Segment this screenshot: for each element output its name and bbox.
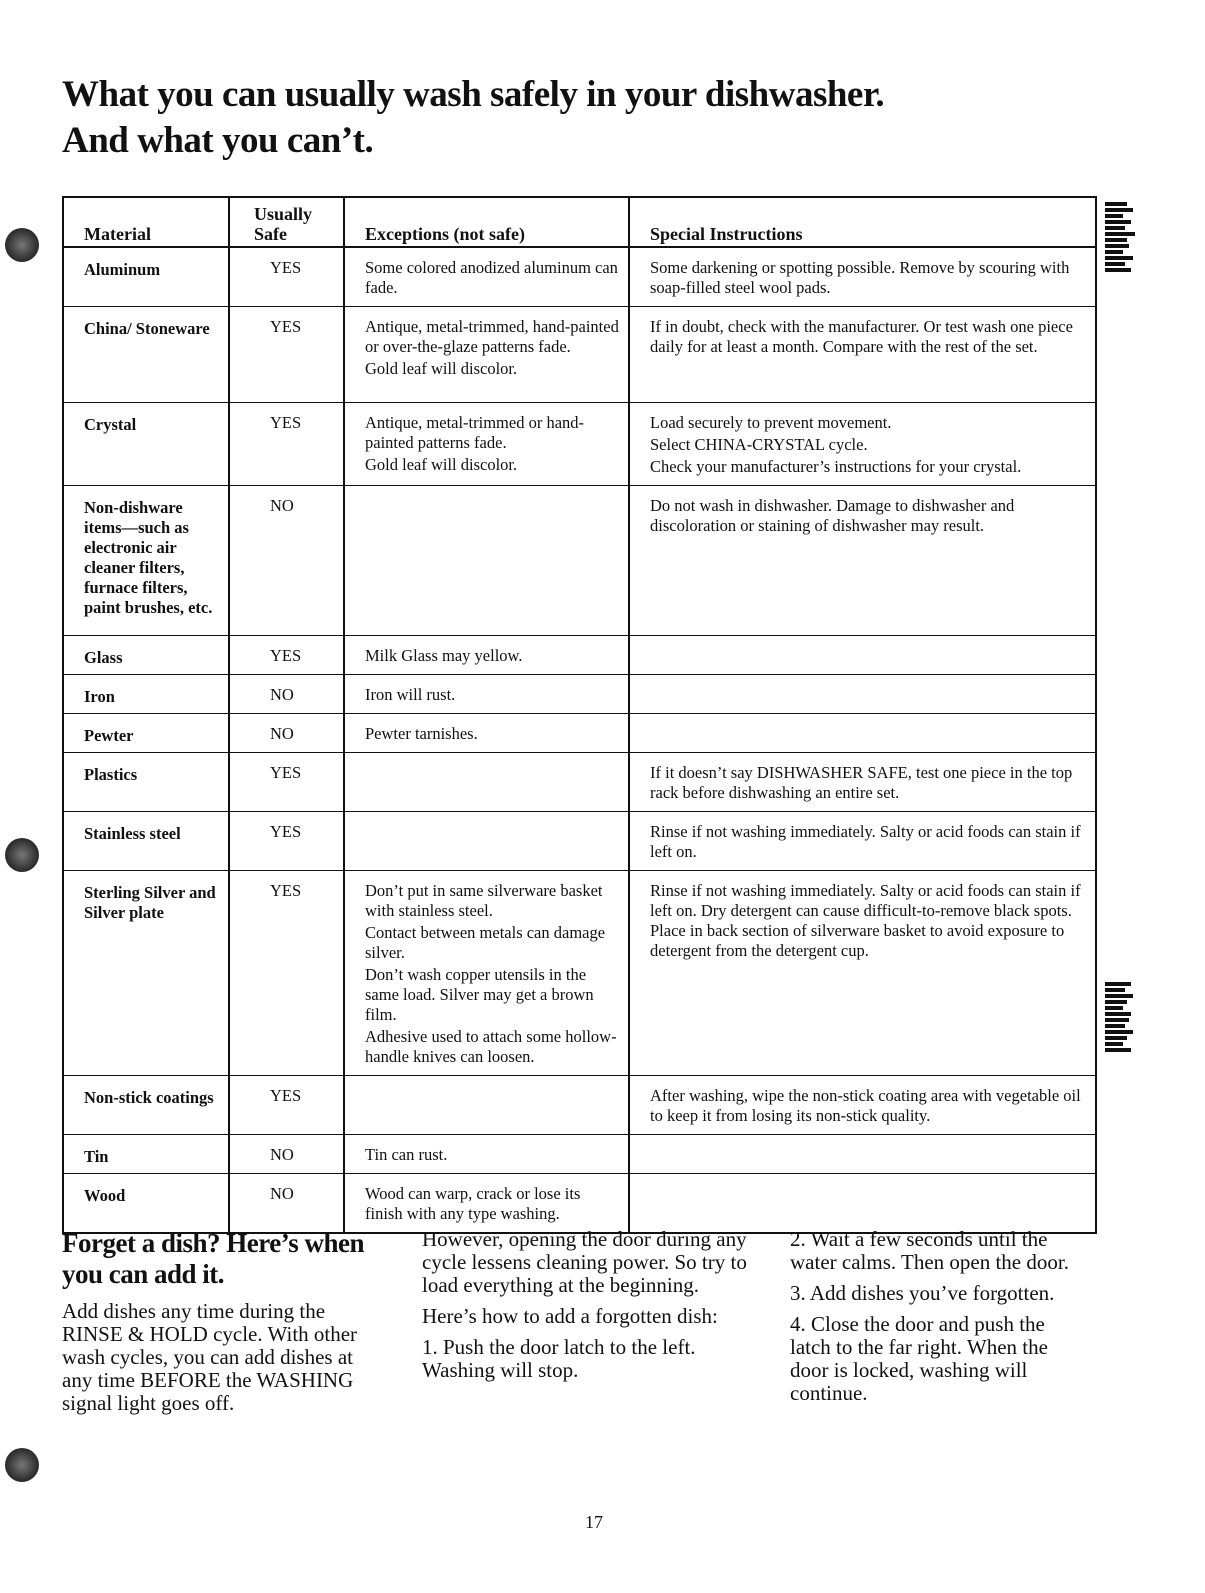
exception-text: Don’t put in same silverware basket with stainless steel. [365, 881, 603, 920]
cell-exceptions [344, 675, 629, 714]
forget-dish-step-2: 2. Wait a few seconds until the water calms. Then open the door. [790, 1227, 1069, 1274]
special-instruction-text: If in doubt, check with the manufacturer. Or test wash one piece daily for at least a month. Compare with the rest of the set. [650, 317, 1073, 356]
cell-usually-safe: YES [229, 1076, 344, 1135]
cell-exceptions [344, 1135, 629, 1174]
header-special-instructions: Special Instructions [629, 198, 1095, 247]
special-instruction-text: If it doesn’t say DISHWASHER SAFE, test one piece in the top rack before dishwashing an entire set. [650, 763, 1073, 802]
special-instruction-text: Do not wash in dishwasher. Damage to dishwasher and discoloration or staining of dishwasher may result. [650, 496, 1015, 535]
table-row [64, 247, 1095, 307]
forget-dish-column-3 [790, 1228, 1090, 1413]
cell-special-instructions [629, 403, 1095, 486]
cell-material: Aluminum [64, 247, 229, 307]
forget-dish-para-1: Add dishes any time during the RINSE & HOLD cycle. With other wash cycles, you can add dishes at any time BEFORE the WASHING signal light goes off. [62, 1299, 358, 1415]
table-row [64, 486, 1095, 636]
page-number: 17 [585, 1512, 603, 1532]
table-body [64, 247, 1095, 1232]
cell-special-instructions [629, 307, 1095, 403]
table-row [64, 812, 1095, 871]
cell-material: Stainless steel [64, 812, 229, 871]
table-row [64, 871, 1095, 1076]
cell-material: Tin [64, 1135, 229, 1174]
cell-special-instructions [629, 714, 1095, 753]
scan-edge-marks-upper [1105, 200, 1145, 274]
wash-safety-table [62, 196, 1097, 1234]
exception-text: Some colored anodized aluminum can fade. [365, 258, 618, 297]
forget-dish-para-2: However, opening the door during any cycle lessens cleaning power. So try to load everything at the beginning. [422, 1227, 747, 1297]
cell-material: Non-dishware items—such as electronic air cleaner filters, furnace filters, paint brushes, etc. [64, 486, 229, 636]
cell-usually-safe: NO [229, 714, 344, 753]
table-row [64, 675, 1095, 714]
cell-material: Glass [64, 636, 229, 675]
cell-special-instructions [629, 675, 1095, 714]
header-material: Material [64, 198, 229, 247]
cell-special-instructions [629, 1135, 1095, 1174]
cell-special-instructions [629, 1174, 1095, 1233]
cell-special-instructions [629, 247, 1095, 307]
cell-material: Plastics [64, 753, 229, 812]
exception-text: Contact between metals can damage silver. [365, 923, 606, 962]
cell-special-instructions [629, 1076, 1095, 1135]
title-line-2: And what you can’t. [62, 120, 374, 161]
exception-text: Milk Glass may yellow. [365, 646, 523, 665]
cell-exceptions [344, 1174, 629, 1233]
cell-usually-safe: YES [229, 753, 344, 812]
table-row [64, 403, 1095, 486]
special-instruction-text: After washing, wipe the non-stick coating area with vegetable oil to keep it from losing its non-stick quality. [650, 1086, 1081, 1125]
exception-text: Wood can warp, crack or lose its finish with any type washing. [365, 1184, 581, 1223]
cell-exceptions [344, 871, 629, 1076]
cell-usually-safe: NO [229, 675, 344, 714]
cell-usually-safe: YES [229, 307, 344, 403]
cell-exceptions [344, 714, 629, 753]
cell-usually-safe: YES [229, 871, 344, 1076]
header-usually-safe: Usually Safe [229, 198, 344, 247]
special-instruction-text: Some darkening or spotting possible. Remove by scouring with soap-filled steel wool pads. [650, 258, 1070, 297]
exception-text: Iron will rust. [365, 685, 456, 704]
cell-exceptions [344, 403, 629, 486]
exception-text: Don’t wash copper utensils in the same load. Silver may get a brown film. [365, 965, 594, 1024]
forget-dish-column-2 [422, 1228, 752, 1390]
special-instruction-text: Check your manufacturer’s instructions for your crystal. [650, 457, 1022, 476]
cell-usually-safe: YES [229, 247, 344, 307]
forget-dish-section [62, 1228, 382, 1423]
cell-material: Iron [64, 675, 229, 714]
cell-special-instructions [629, 812, 1095, 871]
cell-exceptions [344, 486, 629, 636]
cell-special-instructions [629, 871, 1095, 1076]
cell-material: China/ Stoneware [64, 307, 229, 403]
exception-text: Pewter tarnishes. [365, 724, 478, 743]
cell-material: Pewter [64, 714, 229, 753]
cell-exceptions [344, 753, 629, 812]
cell-special-instructions [629, 636, 1095, 675]
title-line-1: What you can usually wash safely in your dishwasher. [62, 74, 885, 115]
binder-hole-bottom [5, 1448, 39, 1482]
cell-exceptions [344, 636, 629, 675]
cell-usually-safe: YES [229, 403, 344, 486]
cell-usually-safe: NO [229, 486, 344, 636]
table-row [64, 714, 1095, 753]
exception-text: Gold leaf will discolor. [365, 359, 518, 378]
table-row [64, 1135, 1095, 1174]
cell-exceptions [344, 307, 629, 403]
cell-material: Sterling Silver and Silver plate [64, 871, 229, 1076]
binder-hole-top [5, 228, 39, 262]
exception-text: Gold leaf will discolor. [365, 455, 518, 474]
special-instruction-text: Select CHINA-CRYSTAL cycle. [650, 435, 868, 454]
cell-exceptions [344, 1076, 629, 1135]
forget-dish-step-1: 1. Push the door latch to the left. Washing will stop. [422, 1335, 696, 1382]
special-instruction-text: Rinse if not washing immediately. Salty or acid foods can stain if left on. Dry detergent can cause difficult-to-remove black spots. Place in back section of silverware basket to avoid exposure to detergent from the detergent cup. [650, 881, 1081, 960]
cell-material: Wood [84, 1186, 126, 1205]
binder-hole-middle [5, 838, 39, 872]
special-instruction-text: Load securely to prevent movement. [650, 413, 892, 432]
exception-text: Antique, metal-trimmed, hand-painted or over-the-glaze patterns fade. [365, 317, 619, 356]
cell-usually-safe: YES [229, 636, 344, 675]
cell-special-instructions [629, 486, 1095, 636]
cell-material: Crystal [64, 403, 229, 486]
table-row [64, 307, 1095, 403]
forget-dish-step-4: 4. Close the door and push the latch to the far right. When the door is locked, washing will continue. [790, 1312, 1048, 1405]
table-row [64, 1174, 1095, 1233]
page-title [62, 72, 884, 164]
header-exceptions: Exceptions (not safe) [344, 198, 629, 247]
cell-material: Non-stick coatings [64, 1076, 229, 1135]
table-row [64, 636, 1095, 675]
exception-text: Antique, metal-trimmed or hand-painted patterns fade. [365, 413, 585, 452]
cell-special-instructions [629, 753, 1095, 812]
cell-usually-safe: YES [229, 812, 344, 871]
cell-usually-safe: NO [229, 1174, 344, 1233]
scan-edge-marks-lower [1105, 980, 1145, 1054]
special-instruction-text: Rinse if not washing immediately. Salty or acid foods can stain if left on. [650, 822, 1081, 861]
table-row [64, 753, 1095, 812]
exception-text: Adhesive used to attach some hollow-handle knives can loosen. [365, 1027, 617, 1066]
forget-dish-para-3: Here’s how to add a forgotten dish: [422, 1304, 718, 1328]
forget-dish-heading: Forget a dish? Here’s when you can add it. [62, 1228, 364, 1289]
table-row [64, 1076, 1095, 1135]
forget-dish-step-3: 3. Add dishes you’ve forgotten. [790, 1281, 1055, 1305]
cell-exceptions [344, 247, 629, 307]
exception-text: Tin can rust. [365, 1145, 448, 1164]
cell-exceptions [344, 812, 629, 871]
cell-usually-safe: NO [229, 1135, 344, 1174]
